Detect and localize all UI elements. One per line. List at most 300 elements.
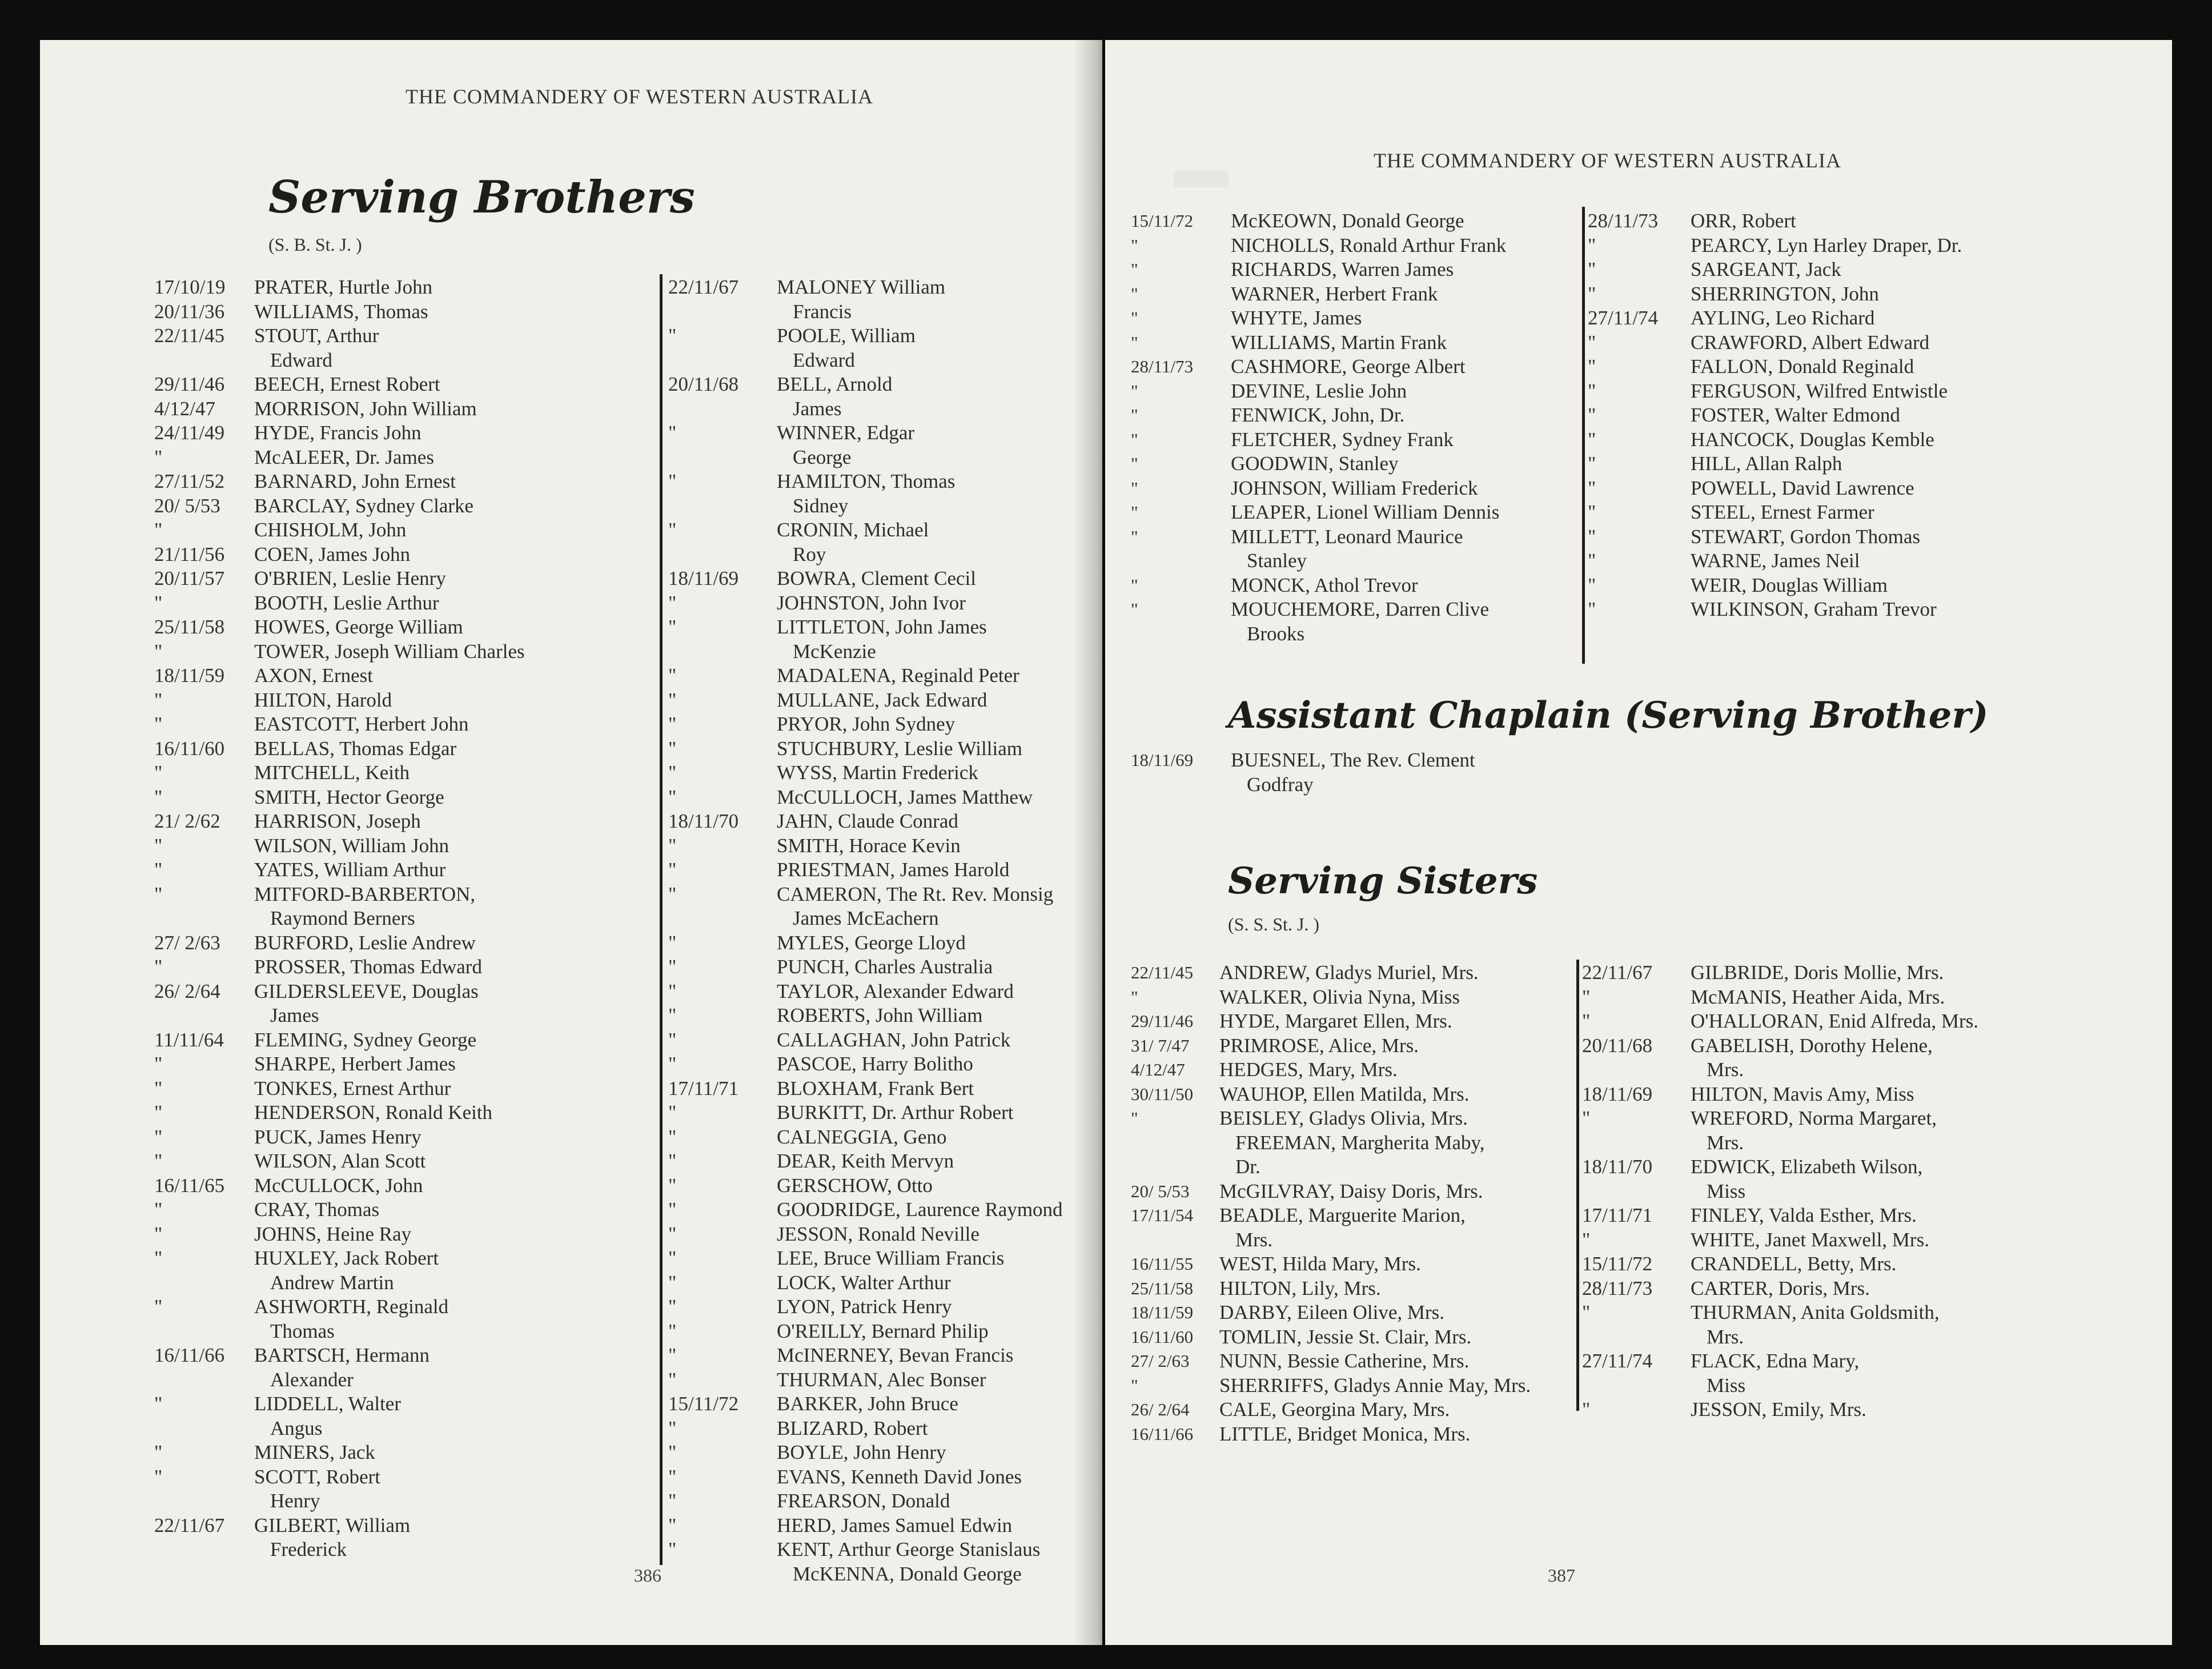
entry-name: FERGUSON, Wilfred Entwistle bbox=[1691, 379, 1948, 402]
entry-name: MOUCHEMORE, Darren Clive bbox=[1231, 598, 1490, 620]
entry-date: " bbox=[154, 591, 163, 614]
register-entry bbox=[1588, 525, 2170, 549]
entry-name: KENT, Arthur George Stanislaus bbox=[777, 1538, 1041, 1560]
entry-name: SHERRIFFS, Gladys Annie May, Mrs. bbox=[1219, 1374, 1531, 1397]
register-entry bbox=[1131, 306, 1571, 331]
entry-date: " bbox=[1582, 1301, 1591, 1323]
entry-date: 15/11/72 bbox=[1582, 1253, 1653, 1275]
register-entry bbox=[668, 1417, 1102, 1441]
register-entry bbox=[154, 1052, 668, 1077]
register-entry bbox=[668, 1149, 1102, 1174]
register-entry bbox=[668, 1538, 1102, 1562]
register-entry bbox=[668, 1222, 1102, 1247]
entry-name: WEST, Hilda Mary, Mrs. bbox=[1219, 1253, 1421, 1275]
entry-name: FLACK, Edna Mary, bbox=[1691, 1350, 1860, 1372]
entry-date: 18/11/70 bbox=[668, 810, 739, 832]
entry-date: " bbox=[1588, 525, 1596, 548]
register-entry bbox=[1131, 331, 1571, 355]
entry-name: SCOTT, Robert bbox=[254, 1465, 381, 1488]
entry-name: SMITH, Horace Kevin bbox=[777, 834, 961, 857]
register-entry bbox=[668, 785, 1102, 810]
entry-date: " bbox=[1588, 404, 1596, 426]
register-entry bbox=[1582, 1058, 2170, 1082]
entry-date: " bbox=[1582, 985, 1591, 1008]
register-entry bbox=[668, 1441, 1102, 1465]
entry-date: 16/11/60 bbox=[1131, 1326, 1194, 1347]
left-page bbox=[40, 40, 1102, 1645]
register-entry bbox=[1131, 1082, 1565, 1107]
entry-name: BARKER, John Bruce bbox=[777, 1393, 958, 1415]
register-entry bbox=[154, 591, 668, 616]
entry-name: O'REILLY, Bernard Philip bbox=[777, 1319, 989, 1342]
entry-date: 26/ 2/64 bbox=[1131, 1399, 1190, 1419]
entry-name: FALLON, Donald Reginald bbox=[1691, 355, 1914, 378]
entry-date: " bbox=[1131, 986, 1138, 1007]
entry-name: BUESNEL, The Rev. Clement bbox=[1231, 749, 1475, 771]
entry-date: " bbox=[154, 1247, 163, 1269]
entry-name: STUCHBURY, Leslie William bbox=[777, 737, 1022, 760]
entry-name: BELL, Arnold bbox=[777, 373, 893, 395]
entry-date: " bbox=[668, 956, 677, 978]
entry-date: 22/11/45 bbox=[154, 324, 225, 347]
entry-date: 15/11/72 bbox=[668, 1393, 739, 1415]
serving-sisters-column-2 bbox=[1582, 961, 2170, 1422]
entry-name: MITFORD-BARBERTON, bbox=[254, 882, 476, 905]
entry-date: " bbox=[154, 1441, 163, 1463]
entry-name: JOHNS, Heine Ray bbox=[254, 1222, 412, 1245]
register-entry bbox=[1131, 1398, 1565, 1422]
entry-date: " bbox=[668, 591, 677, 614]
entry-name: LITTLETON, John James bbox=[777, 616, 987, 638]
entry-name: Mrs. bbox=[1235, 1228, 1273, 1251]
section-title: Serving Brothers bbox=[268, 171, 695, 223]
entry-name: TONKES, Ernest Arthur bbox=[254, 1077, 451, 1100]
entry-date: " bbox=[154, 1101, 163, 1124]
entry-date: 16/11/66 bbox=[1131, 1423, 1194, 1444]
entry-date: 18/11/69 bbox=[1582, 1082, 1653, 1105]
entry-name: LOCK, Walter Arthur bbox=[777, 1271, 951, 1294]
entry-date: " bbox=[668, 1441, 677, 1463]
register-entry bbox=[1131, 1203, 1565, 1228]
entry-name: O'HALLORAN, Enid Alfreda, Mrs. bbox=[1691, 1010, 1979, 1032]
register-entry bbox=[1131, 748, 1645, 773]
register-entry bbox=[154, 1392, 668, 1417]
entry-date: " bbox=[1588, 234, 1596, 256]
entry-date: " bbox=[154, 713, 163, 735]
entry-date: " bbox=[668, 1174, 677, 1197]
entry-name: Mrs. bbox=[1707, 1058, 1744, 1081]
entry-date: 17/11/71 bbox=[1582, 1204, 1653, 1226]
register-entry bbox=[668, 567, 1102, 591]
register-entry bbox=[1131, 1058, 1565, 1082]
entry-date: " bbox=[1131, 575, 1138, 595]
register-entry bbox=[1131, 355, 1571, 379]
entry-name: BARCLAY, Sydney Clarke bbox=[254, 494, 474, 517]
entry-date: 22/11/67 bbox=[154, 1514, 225, 1536]
entry-date: " bbox=[1131, 599, 1138, 619]
entry-name: STEEL, Ernest Farmer bbox=[1691, 501, 1874, 523]
register-entry bbox=[154, 446, 668, 470]
entry-name: GILDERSLEEVE, Douglas bbox=[254, 980, 479, 1002]
register-entry bbox=[1588, 306, 2170, 331]
entry-name: FREARSON, Donald bbox=[777, 1490, 950, 1512]
chaplain-entries bbox=[1131, 748, 1645, 797]
entry-name: PRATER, Hurtle John bbox=[254, 276, 433, 298]
entry-name: James McEachern bbox=[793, 907, 939, 929]
entry-name: RICHARDS, Warren James bbox=[1231, 258, 1454, 280]
entry-name: MORRISON, John William bbox=[254, 397, 477, 420]
entry-date: " bbox=[668, 1368, 677, 1391]
entry-name: WREFORD, Norma Margaret, bbox=[1691, 1107, 1937, 1129]
entry-date: 4/12/47 bbox=[154, 397, 215, 420]
entry-name: JESSON, Ronald Neville bbox=[777, 1222, 979, 1245]
register-entry bbox=[1582, 1082, 2170, 1107]
entry-date: " bbox=[154, 446, 163, 468]
entry-name: POOLE, William bbox=[777, 324, 916, 347]
entry-date: " bbox=[154, 858, 163, 881]
register-entry bbox=[668, 470, 1102, 494]
entry-name: Roy bbox=[793, 543, 826, 565]
entry-name: WARNER, Herbert Frank bbox=[1231, 282, 1438, 305]
entry-name: BOOTH, Leslie Arthur bbox=[254, 591, 439, 614]
register-entry bbox=[154, 809, 668, 834]
register-entry bbox=[154, 1319, 668, 1344]
entry-date: " bbox=[1131, 308, 1138, 328]
register-entry bbox=[154, 761, 668, 785]
register-entry bbox=[1131, 1349, 1565, 1374]
entry-date: " bbox=[668, 664, 677, 687]
entry-name: HUXLEY, Jack Robert bbox=[254, 1247, 439, 1269]
entry-name: HYDE, Margaret Ellen, Mrs. bbox=[1219, 1010, 1452, 1032]
entry-name: WILKINSON, Graham Trevor bbox=[1691, 598, 1937, 620]
register-entry bbox=[1131, 452, 1571, 476]
entry-date: " bbox=[154, 785, 163, 808]
entry-date: 22/11/67 bbox=[668, 276, 739, 298]
entry-name: FLETCHER, Sydney Frank bbox=[1231, 428, 1454, 451]
entry-date: " bbox=[1582, 1398, 1591, 1421]
entry-date: 20/11/68 bbox=[668, 373, 739, 395]
entry-name: PRYOR, John Sydney bbox=[777, 713, 956, 735]
register-entry bbox=[668, 1174, 1102, 1198]
register-entry bbox=[154, 1538, 668, 1562]
register-entry bbox=[154, 324, 668, 348]
entry-date: 18/11/59 bbox=[1131, 1302, 1194, 1322]
entry-date: " bbox=[1588, 379, 1596, 402]
register-entry bbox=[154, 1295, 668, 1319]
register-entry bbox=[1588, 258, 2170, 282]
entry-date: " bbox=[668, 1465, 677, 1488]
register-entry bbox=[154, 931, 668, 956]
entry-name: MULLANE, Jack Edward bbox=[777, 688, 987, 711]
entry-date: " bbox=[1582, 1010, 1591, 1032]
entry-name: DEVINE, Leslie John bbox=[1231, 379, 1407, 402]
register-entry bbox=[668, 591, 1102, 616]
register-entry bbox=[154, 1149, 668, 1174]
entry-date: 28/11/73 bbox=[1582, 1277, 1653, 1299]
register-entry bbox=[1131, 773, 1645, 797]
entry-date: " bbox=[1131, 478, 1138, 498]
entry-name: Thomas bbox=[270, 1319, 335, 1342]
entry-name: CALLAGHAN, John Patrick bbox=[777, 1028, 1011, 1051]
register-entry bbox=[154, 1004, 668, 1028]
register-entry bbox=[1131, 597, 1571, 622]
entry-name: YATES, William Arthur bbox=[254, 858, 446, 881]
entry-name: LYON, Patrick Henry bbox=[777, 1295, 952, 1318]
entry-date: 22/11/45 bbox=[1131, 962, 1194, 982]
entry-name: HENDERSON, Ronald Keith bbox=[254, 1101, 493, 1124]
register-entry bbox=[668, 712, 1102, 737]
entry-date: " bbox=[668, 1004, 677, 1026]
entry-name: HILTON, Mavis Amy, Miss bbox=[1691, 1082, 1914, 1105]
entry-date: " bbox=[1131, 332, 1138, 352]
entry-name: McMANIS, Heather Aida, Mrs. bbox=[1691, 985, 1945, 1008]
entry-name: Raymond Berners bbox=[270, 907, 415, 929]
register-entry bbox=[1131, 282, 1571, 307]
register-entry bbox=[1582, 961, 2170, 985]
entry-date: 18/11/69 bbox=[668, 567, 739, 589]
entry-name: THURMAN, Anita Goldsmith, bbox=[1691, 1301, 1940, 1323]
register-entry bbox=[154, 1125, 668, 1150]
column-rule bbox=[1582, 207, 1585, 664]
register-entry bbox=[668, 931, 1102, 956]
entry-date: 18/11/59 bbox=[154, 664, 225, 687]
entry-date: 27/11/74 bbox=[1588, 307, 1659, 329]
entry-date: 29/11/46 bbox=[154, 373, 225, 395]
register-entry bbox=[1588, 209, 2170, 234]
register-entry bbox=[1588, 476, 2170, 501]
entry-name: MYLES, George Lloyd bbox=[777, 931, 966, 954]
register-entry bbox=[154, 980, 668, 1004]
register-entry bbox=[1582, 1349, 2170, 1374]
register-entry bbox=[154, 543, 668, 567]
entry-name: McINERNEY, Bevan Francis bbox=[777, 1344, 1014, 1366]
register-entry bbox=[1588, 597, 2170, 622]
entry-date: " bbox=[668, 1538, 677, 1560]
register-entry bbox=[668, 882, 1102, 907]
register-entry bbox=[668, 518, 1102, 543]
entry-date: " bbox=[154, 688, 163, 711]
register-entry bbox=[1131, 234, 1571, 258]
entry-name: CAMERON, The Rt. Rev. Monsig bbox=[777, 882, 1054, 905]
entry-date: " bbox=[154, 1222, 163, 1245]
entry-date: " bbox=[1131, 235, 1138, 255]
entry-name: STEWART, Gordon Thomas bbox=[1691, 525, 1920, 548]
entry-name: MILLETT, Leonard Maurice bbox=[1231, 525, 1463, 548]
entry-date: 16/11/60 bbox=[154, 737, 225, 760]
entry-name: Henry bbox=[270, 1490, 320, 1512]
entry-name: James bbox=[793, 397, 842, 420]
register-entry bbox=[154, 785, 668, 810]
entry-date: " bbox=[668, 761, 677, 784]
register-entry bbox=[154, 421, 668, 446]
entry-name: MADALENA, Reginald Peter bbox=[777, 664, 1019, 687]
entry-name: ANDREW, Gladys Muriel, Mrs. bbox=[1219, 961, 1479, 984]
entry-date: " bbox=[668, 1514, 677, 1536]
register-entry bbox=[1131, 1422, 1565, 1447]
entry-name: Miss bbox=[1707, 1374, 1746, 1397]
register-entry bbox=[154, 858, 668, 882]
register-entry bbox=[668, 1125, 1102, 1150]
register-entry bbox=[1582, 1252, 2170, 1277]
page-number: 387 bbox=[1548, 1565, 1575, 1586]
entry-name: MINERS, Jack bbox=[254, 1441, 375, 1463]
register-entry bbox=[154, 906, 668, 931]
entry-date: " bbox=[668, 882, 677, 905]
register-entry bbox=[668, 1246, 1102, 1271]
entry-name: PROSSER, Thomas Edward bbox=[254, 956, 482, 978]
entry-name: EVANS, Kenneth David Jones bbox=[777, 1465, 1022, 1488]
register-entry bbox=[1131, 1277, 1565, 1301]
entry-date: 20/ 5/53 bbox=[1131, 1181, 1190, 1201]
entry-name: TOWER, Joseph William Charles bbox=[254, 640, 525, 663]
register-entry bbox=[154, 1441, 668, 1465]
entry-date: " bbox=[668, 1295, 677, 1318]
entry-name: Andrew Martin bbox=[270, 1271, 394, 1294]
register-entry bbox=[668, 1465, 1102, 1490]
register-entry bbox=[1131, 1155, 1565, 1179]
entry-name: HOWES, George William bbox=[254, 616, 463, 638]
entry-name: MALONEY William bbox=[777, 276, 946, 298]
register-entry bbox=[668, 397, 1102, 422]
register-entry bbox=[1588, 403, 2170, 428]
entry-name: WHYTE, James bbox=[1231, 307, 1362, 329]
entry-name: PRIESTMAN, James Harold bbox=[777, 858, 1010, 881]
entry-name: CASHMORE, George Albert bbox=[1231, 355, 1466, 378]
entry-date: " bbox=[668, 422, 677, 444]
entry-name: Mrs. bbox=[1707, 1325, 1744, 1348]
register-entry bbox=[1582, 1301, 2170, 1325]
register-entry bbox=[154, 518, 668, 543]
entry-name: CRONIN, Michael bbox=[777, 519, 929, 541]
entry-date: " bbox=[668, 1198, 677, 1221]
right-page bbox=[1105, 40, 2172, 1645]
entry-name: JOHNSON, William Frederick bbox=[1231, 476, 1478, 499]
entry-date: " bbox=[1588, 282, 1596, 305]
entry-date: " bbox=[668, 1490, 677, 1512]
entry-date: " bbox=[668, 713, 677, 735]
entry-name: EASTCOTT, Herbert John bbox=[254, 713, 469, 735]
register-entry bbox=[668, 300, 1102, 324]
entry-name: GABELISH, Dorothy Helene, bbox=[1691, 1034, 1933, 1057]
entry-name: COEN, James John bbox=[254, 543, 411, 565]
entry-date: " bbox=[154, 1198, 163, 1221]
entry-date: " bbox=[154, 1077, 163, 1100]
register-entry bbox=[154, 737, 668, 761]
register-entry bbox=[154, 1465, 668, 1490]
serving-brothers-column-4 bbox=[1588, 209, 2170, 622]
register-entry bbox=[154, 1417, 668, 1441]
entry-name: ORR, Robert bbox=[1691, 210, 1796, 232]
entry-date: 4/12/47 bbox=[1131, 1060, 1185, 1080]
entry-name: BEADLE, Marguerite Marion, bbox=[1219, 1204, 1466, 1226]
register-entry bbox=[154, 1198, 668, 1222]
register-entry bbox=[668, 1198, 1102, 1222]
register-entry bbox=[668, 494, 1102, 519]
column-rule bbox=[1576, 960, 1579, 1411]
entry-date: " bbox=[154, 1053, 163, 1075]
entry-name: LIDDELL, Walter bbox=[254, 1393, 401, 1415]
register-entry bbox=[154, 834, 668, 858]
register-entry bbox=[1131, 379, 1571, 404]
entry-date: " bbox=[668, 1101, 677, 1124]
register-entry bbox=[1582, 1155, 2170, 1179]
register-entry bbox=[1131, 622, 1571, 647]
chaplain-section-title: Assistant Chaplain (Serving Brother) bbox=[1228, 694, 1989, 737]
entry-name: STOUT, Arthur bbox=[254, 324, 379, 347]
register-entry bbox=[154, 1246, 668, 1271]
entry-name: GILBERT, William bbox=[254, 1514, 411, 1536]
register-entry bbox=[668, 737, 1102, 761]
entry-date: " bbox=[668, 470, 677, 492]
entry-name: Francis bbox=[793, 300, 852, 323]
register-entry bbox=[1131, 1034, 1565, 1058]
entry-name: DEAR, Keith Mervyn bbox=[777, 1150, 954, 1172]
register-entry bbox=[1131, 549, 1571, 573]
entry-date: " bbox=[668, 519, 677, 541]
register-entry bbox=[1131, 961, 1565, 985]
entry-date: 11/11/64 bbox=[154, 1028, 224, 1051]
register-entry bbox=[668, 761, 1102, 785]
register-entry bbox=[1582, 1398, 2170, 1422]
register-entry bbox=[1582, 1374, 2170, 1398]
register-entry bbox=[154, 615, 668, 640]
entry-name: BELLAS, Thomas Edgar bbox=[254, 737, 457, 760]
entry-date: " bbox=[668, 737, 677, 760]
entry-name: ASHWORTH, Reginald bbox=[254, 1295, 449, 1318]
register-entry bbox=[668, 1319, 1102, 1344]
register-entry bbox=[1131, 525, 1571, 549]
entry-name: JOHNSTON, John Ivor bbox=[777, 591, 966, 614]
running-head: THE COMMANDERY OF WESTERN AUSTRALIA bbox=[1374, 149, 1842, 172]
register-entry bbox=[154, 955, 668, 980]
entry-name: JESSON, Emily, Mrs. bbox=[1691, 1398, 1866, 1421]
entry-name: BOYLE, John Henry bbox=[777, 1441, 946, 1463]
entry-date: " bbox=[154, 1465, 163, 1488]
register-entry bbox=[154, 372, 668, 397]
entry-name: LEE, Bruce William Francis bbox=[777, 1247, 1005, 1269]
register-entry bbox=[668, 809, 1102, 834]
entry-date: " bbox=[668, 1271, 677, 1294]
register-entry bbox=[154, 567, 668, 591]
register-entry bbox=[1131, 403, 1571, 428]
register-entry bbox=[668, 640, 1102, 664]
entry-name: BOWRA, Clement Cecil bbox=[777, 567, 976, 589]
serving-brothers-column-2 bbox=[668, 275, 1102, 1586]
entry-name: O'BRIEN, Leslie Henry bbox=[254, 567, 446, 589]
register-entry bbox=[1582, 1277, 2170, 1301]
entry-name: Mrs. bbox=[1707, 1131, 1744, 1154]
entry-date: " bbox=[1131, 380, 1138, 401]
register-entry bbox=[154, 1077, 668, 1101]
entry-name: JAHN, Claude Conrad bbox=[777, 810, 958, 832]
entry-date: " bbox=[154, 1295, 163, 1318]
entry-date: " bbox=[1131, 259, 1138, 279]
entry-name: CARTER, Doris, Mrs. bbox=[1691, 1277, 1870, 1299]
entry-date: 17/11/71 bbox=[668, 1077, 739, 1100]
entry-name: Dr. bbox=[1235, 1156, 1260, 1178]
register-entry bbox=[1131, 500, 1571, 525]
entry-name: BLIZARD, Robert bbox=[777, 1417, 928, 1439]
entry-name: George bbox=[793, 446, 852, 468]
entry-date: " bbox=[1588, 598, 1596, 620]
register-entry bbox=[154, 1489, 668, 1514]
entry-date: " bbox=[668, 980, 677, 1002]
entry-name: HAMILTON, Thomas bbox=[777, 470, 956, 492]
register-entry bbox=[1588, 282, 2170, 307]
entry-name: TAYLOR, Alexander Edward bbox=[777, 980, 1014, 1002]
register-entry bbox=[668, 543, 1102, 567]
entry-date: 21/ 2/62 bbox=[154, 810, 220, 832]
